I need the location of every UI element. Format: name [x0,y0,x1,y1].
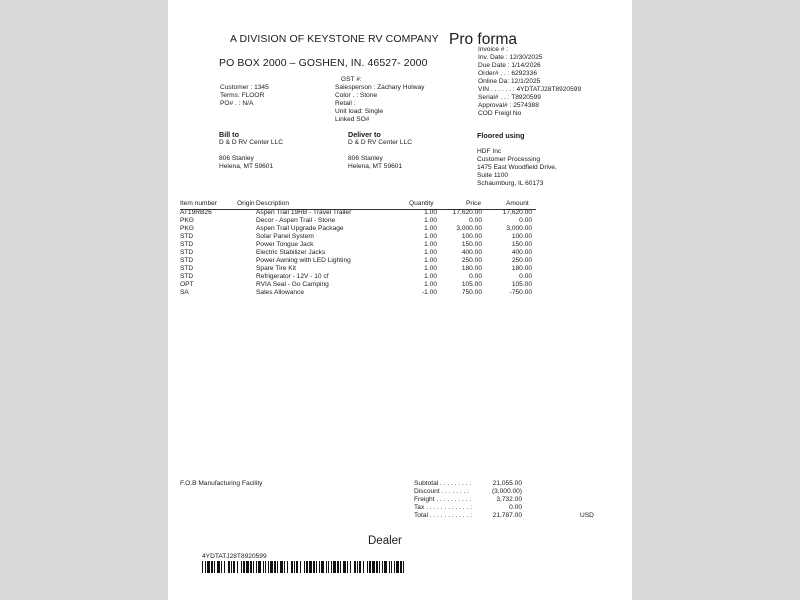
terms: Terms: FLOOR [220,92,265,99]
invoice-info-line: COD Freigl No [478,110,522,117]
row-description: Sales Allowance [256,289,305,296]
table-row [180,233,536,241]
row-amount: 100.00 [511,233,532,240]
row-item: SA [180,289,189,296]
invoice-info-line: Approval# : 2574388 [478,102,539,109]
row-amount: 17,620.00 [502,209,532,216]
row-description: Power Tongue Jack [256,241,314,248]
row-description: Decor - Aspen Trail - Stone [256,217,336,224]
table-row [180,273,536,281]
row-item: AT19RB26 [180,209,212,216]
dealer-label: Dealer [368,535,402,547]
row-item: STD [180,265,194,272]
invoice-info-line: Invoice # : [478,46,509,53]
header-quantity: Quantity [409,200,434,207]
row-price: 150.00 [461,241,482,248]
deliver-to-heading: Deliver to [348,130,381,139]
row-quantity: 1.00 [424,265,437,272]
table-row [180,265,536,273]
totals-label: Tax . . . . . . . . . . . . : [414,504,472,511]
bill-to-street: 806 Stanley [219,155,254,162]
customer-number: Customer : 1345 [220,84,269,91]
row-description: Spare Tire Kit [256,265,296,272]
row-item: OPT [180,281,194,288]
row-price: 0.00 [469,217,482,224]
row-description: Power Awning with LED Lighting [256,257,351,264]
totals-line-subtotal [414,480,594,488]
floored-line: Schaumburg, IL 60173 [477,180,544,187]
row-description: Electric Stabilizer Jacks [256,249,326,256]
totals-label: Discount . . . . . . . : [414,488,469,495]
table-row [180,257,536,265]
address-line: PO BOX 2000 – GOSHEN, IN. 46527- 2000 [219,57,428,69]
totals-line-total [414,512,594,520]
totals-value: 21,787.00 [492,512,522,519]
row-quantity: -1.00 [421,289,437,296]
row-price: 750.00 [461,289,482,296]
totals-value: (3,000.00) [491,488,522,495]
invoice-info-line: VIN . . . . . . : 4YDTATJ28T8920599 [478,86,582,93]
row-quantity: 1.00 [424,217,437,224]
totals-line-tax [414,504,594,512]
table-row [180,241,536,249]
row-price: 180.00 [461,265,482,272]
row-quantity: 1.00 [424,225,437,232]
totals-value: 0.00 [509,504,522,511]
row-item: STD [180,257,194,264]
invoice-info-line: Inv. Date : 12/30/2025 [478,54,543,61]
barcode [202,561,408,573]
row-description: Aspen Trail Upgrade Package [256,225,344,232]
unit-load: Unit load: Single [335,108,384,115]
currency: USD [580,512,594,519]
row-item: PKG [180,217,194,224]
deliver-to-street: 806 Stanley [348,155,383,162]
row-price: 100.00 [461,233,482,240]
header-price: Price [466,200,482,207]
row-amount: 150.00 [511,241,532,248]
totals-block [414,480,594,520]
po-number: PO# . : N/A [220,100,254,107]
row-price: 400.00 [461,249,482,256]
row-quantity: 1.00 [424,209,437,216]
row-price: 105.00 [461,281,482,288]
company-line: A DIVISION OF KEYSTONE RV COMPANY [230,33,439,45]
row-quantity: 1.00 [424,281,437,288]
barcode-text: 4YDTATJ28T8920599 [202,553,267,560]
row-item: PKG [180,225,194,232]
row-amount: 0.00 [519,273,532,280]
deliver-to-address [348,155,402,171]
gst-number: GST #: [341,76,362,83]
table-row [180,281,536,289]
document-title: Pro forma [449,31,518,48]
row-amount: 3,000.00 [506,225,532,232]
row-amount: -750.00 [509,289,532,296]
invoice-info-line: Serial# . . : T8920599 [478,94,541,101]
row-description: Refrigerator - 12V - 10 cf [256,273,329,280]
row-quantity: 1.00 [424,257,437,264]
row-quantity: 1.00 [424,241,437,248]
totals-label: Total . . . . . . . . . . . : [414,512,472,519]
row-price: 17,620.00 [452,209,482,216]
color: Color . : Stone [335,92,378,99]
salesperson: Salesperson : Zachary Holway [335,84,425,91]
header-description: Description [256,200,289,207]
floored-line: 1475 East Woodfield Drive, [477,164,557,171]
floored-line: Customer Processing [477,156,541,163]
row-item: STD [180,273,194,280]
row-description: Solar Panel System [256,233,314,240]
table-row [180,209,536,217]
invoice-info [478,46,581,118]
sales-block [335,84,424,124]
row-item: STD [180,249,194,256]
totals-line-freight [414,496,594,504]
linked-so: Linked SO# [335,116,370,123]
floored-address [477,148,557,188]
invoice-info-line: Due Date : 1/14/2026 [478,62,541,69]
row-item: STD [180,241,194,248]
header-item: Item number [180,200,218,207]
invoice-page [168,0,632,600]
table-row [180,225,536,233]
table-row [180,217,536,225]
floored-heading: Floored using [477,131,525,140]
deliver-to-city: Helena, MT 59601 [348,163,403,170]
totals-label: Freight . . . . . . . . . : [414,496,472,503]
invoice-info-line: Online Da: 12/1/2025 [478,78,541,85]
bill-to-heading: Bill to [219,130,239,139]
row-amount: 400.00 [511,249,532,256]
row-amount: 250.00 [511,257,532,264]
row-amount: 0.00 [519,217,532,224]
header-origin: Origin [237,200,255,207]
totals-value: 3,732.00 [496,496,522,503]
customer-block [220,84,269,108]
row-amount: 105.00 [511,281,532,288]
totals-line-discount [414,488,594,496]
invoice-info-line: Order# . . : 6292336 [478,70,538,77]
floored-line: Suite 1100 [477,172,509,179]
row-description: Aspen Trail 19RB - Travel Trailer [256,209,352,216]
table-row [180,289,536,297]
row-item: STD [180,233,194,240]
totals-value: 21,055.00 [492,480,522,487]
retail: Retail : [335,100,356,107]
bill-to-name: D & D RV Center LLC [219,139,284,146]
row-amount: 180.00 [511,265,532,272]
row-quantity: 1.00 [424,273,437,280]
bill-to-city: Helena, MT 59601 [219,163,274,170]
deliver-to-name: D & D RV Center LLC [348,139,413,146]
fob-terms: F.O.B Manufacturing Facility [180,480,263,487]
row-description: RVIA Seal - Go Camping [256,281,329,288]
row-price: 250.00 [461,257,482,264]
bill-to-address [219,155,273,171]
row-quantity: 1.00 [424,233,437,240]
row-quantity: 1.00 [424,249,437,256]
table-row [180,249,536,257]
totals-label: Subtotal . . . . . . . . : [414,480,472,487]
row-price: 0.00 [469,273,482,280]
floored-line: HDF Inc [477,148,502,155]
row-price: 3,000.00 [456,225,482,232]
header-amount: Amount [506,200,529,207]
